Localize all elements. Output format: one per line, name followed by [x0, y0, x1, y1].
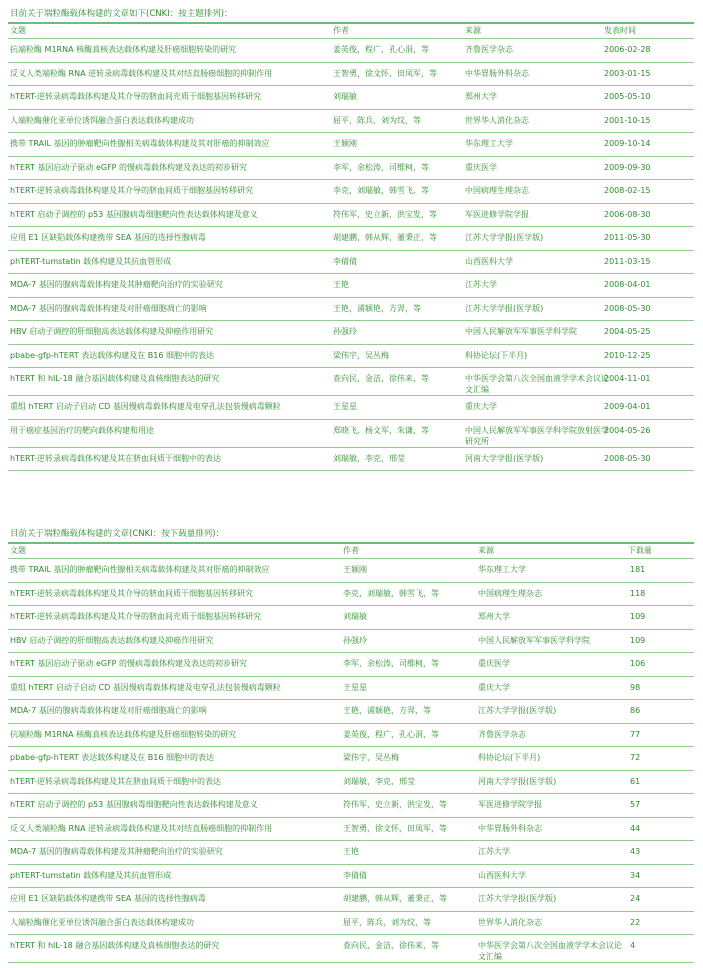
- row-author-cell: 李倩倩: [343, 870, 367, 880]
- row-downloads-cell: 72: [630, 753, 641, 762]
- row-title-cell: [10, 232, 206, 243]
- row-author-cell: 姜英俊，程广，孔心涓，等: [343, 729, 439, 739]
- row-author-cell: 王智勇，徐文怀，田凤军，等: [343, 823, 447, 833]
- row-source-cell: 华东理工大学: [465, 139, 513, 148]
- row-date-cell: 2008-04-01: [604, 280, 651, 289]
- row-source-cell: 中华医学会第八次全国血液学学术会议论文汇编: [465, 374, 609, 394]
- row-title-cell: [10, 115, 194, 126]
- article-title-link[interactable]: pbabe-gfp-hTERT 表达载体构建及在 B16 细胞中的表达: [10, 350, 214, 360]
- row-title-cell: [10, 846, 223, 857]
- row-source-cell: 华东理工大学: [478, 565, 526, 574]
- row-title-cell: [10, 185, 253, 196]
- article-title-link[interactable]: hTERT-逆转录病毒载体构建及其介导的脐血间质干细胞基因转移研究: [10, 186, 254, 195]
- table-row: [8, 447, 694, 472]
- row-title-cell: [10, 917, 194, 928]
- row-source-cell: 重庆医学: [465, 162, 497, 172]
- table-row: [8, 746, 694, 770]
- row-source-cell: 中国人民解放军军事医学科学院放射医学研究所: [465, 425, 609, 446]
- row-downloads-cell: 34: [630, 870, 641, 880]
- table-row: [8, 817, 694, 841]
- row-title-cell: [10, 729, 236, 740]
- row-date-cell: 2008-05-30: [604, 453, 651, 463]
- row-date-cell: 2008-02-15: [604, 186, 651, 195]
- row-author-cell: 胡建鹏，韩从辉，董秉正，等: [333, 233, 437, 242]
- row-title-cell: [10, 162, 247, 173]
- header-author: 作者: [343, 546, 359, 555]
- table-row: [8, 629, 694, 653]
- header-date: 发表时间: [604, 26, 636, 35]
- row-title-cell: [10, 776, 221, 787]
- row-title-cell: [10, 752, 214, 763]
- row-author-cell: 屈平，陈兵，刘为纹，等: [343, 917, 431, 927]
- row-source-cell: 中国人民解放军军事医学科学院: [465, 327, 577, 336]
- row-date-cell: 2010-12-25: [604, 350, 651, 360]
- row-source-cell: 中华医学会第八次全国血液学学术会议论文汇编: [478, 941, 622, 961]
- article-title-link[interactable]: HBV 启动子调控的肝细胞高表达载体构建及抑癌作用研究: [10, 635, 214, 645]
- article-title-link[interactable]: 携带 TRAIL 基因的肿瘤靶向性腺相关病毒载体构建及其对肝癌的抑制效应: [10, 139, 270, 148]
- article-title-link[interactable]: 反义人类端粒酶 RNA 逆转录病毒载体构建及其对结直肠癌细胞的抑制作用: [10, 68, 273, 78]
- table-row: [8, 62, 694, 86]
- row-title-cell: [10, 256, 171, 267]
- row-title-cell: [10, 799, 258, 810]
- header-title: 文题: [10, 26, 26, 35]
- row-source-cell: 军医进修学院学报: [478, 800, 542, 809]
- row-source-cell: 中国病理生理杂志: [478, 588, 542, 598]
- row-downloads-cell: 44: [630, 823, 641, 833]
- table-row: [8, 297, 694, 321]
- row-author-cell: 李倩倩: [333, 256, 357, 266]
- article-title-link[interactable]: 重组 hTERT 启动子启动 CD 基因慢病毒载体构建及电穿孔法包装慢病毒颗粒: [10, 682, 281, 692]
- row-downloads-cell: 77: [630, 729, 641, 739]
- table-row: [8, 840, 694, 864]
- row-source-cell: 重庆大学: [465, 402, 497, 411]
- row-downloads-cell: 109: [630, 612, 646, 621]
- table-by-downloads: [8, 526, 694, 963]
- row-downloads-cell: 86: [630, 706, 641, 715]
- row-source-cell: 科协论坛(下半月): [465, 350, 528, 360]
- table-row: [8, 109, 694, 133]
- section-title-downloads: 目前关于端粒酶载体构建的文章(CNKI：按下载量排列)：: [10, 529, 225, 539]
- row-author-cell: 刘瑞敏，李克，邢莹: [343, 776, 415, 786]
- row-author-cell: 梁伟宇，吴丛梅: [343, 753, 399, 762]
- row-title-cell: [10, 91, 261, 102]
- row-title-cell: [10, 68, 272, 79]
- table-row: [8, 367, 694, 395]
- row-author-cell: 王艳: [343, 847, 359, 856]
- row-title-cell: [10, 44, 236, 55]
- table-row: [8, 344, 694, 368]
- header-source: 来源: [478, 546, 494, 555]
- row-source-cell: 齐鲁医学杂志: [465, 45, 513, 54]
- row-source-cell: 江苏大学学报(医学版): [478, 706, 557, 715]
- row-author-cell: 郑晓飞，杨文军，朱谦，等: [333, 425, 429, 435]
- row-source-cell: 重庆医学: [478, 659, 510, 668]
- article-title-link[interactable]: hTERT 和 hIL-18 融合基因载体构建及真核细胞表达的研究: [10, 374, 220, 383]
- row-source-cell: 世界华人消化杂志: [465, 115, 529, 125]
- row-title-cell: [10, 588, 253, 599]
- row-date-cell: 2004-05-26: [604, 425, 651, 435]
- table-row: [8, 179, 694, 203]
- row-date-cell: 2006-08-30: [604, 209, 651, 219]
- article-title-link[interactable]: 用于癌症基因治疗的靶向载体构建和用途: [10, 425, 154, 435]
- row-source-cell: 郑州大学: [478, 612, 510, 621]
- row-author-cell: 王智勇，徐文怀，田凤军，等: [333, 68, 437, 78]
- table-row: [8, 558, 694, 582]
- article-title-link[interactable]: hTERT-逆转录病毒载体构建及其在脐血间质干细胞中的表达: [10, 453, 222, 463]
- table-row: [8, 699, 694, 723]
- row-title-cell: [10, 611, 261, 622]
- row-author-cell: 李克，刘瑞敏，韩雪飞，等: [343, 588, 439, 598]
- row-downloads-cell: 43: [630, 847, 641, 856]
- row-date-cell: 2011-05-30: [604, 233, 651, 242]
- row-title-cell: [10, 940, 219, 951]
- table-row: [8, 320, 694, 344]
- article-title-link[interactable]: 应用 E1 区缺陷载体构建携带 SEA 基因的选择性腺病毒: [10, 894, 206, 903]
- row-author-cell: 刘瑞敏，李克，邢莹: [333, 453, 405, 463]
- row-title-cell: [10, 279, 223, 290]
- article-title-link[interactable]: 抗端粒酶 M1RNA 核酶真核表达载体构建及肝癌细胞转染的研究: [10, 45, 237, 54]
- article-title-link[interactable]: MDA-7 基因的腺病毒载体构建及其肿瘤靶向治疗的实验研究: [10, 280, 223, 289]
- article-title-link[interactable]: hTERT-逆转录病毒载体构建及其介导的脐血间充质干细胞基因转移研究: [10, 612, 262, 621]
- table-header-row: [8, 544, 694, 558]
- table-row: [8, 85, 694, 109]
- table-row: [8, 770, 694, 794]
- row-title-cell: [10, 870, 171, 881]
- row-source-cell: 中国人民解放军军事医学科学院: [478, 635, 590, 645]
- row-downloads-cell: 118: [630, 588, 646, 598]
- table-row: [8, 887, 694, 911]
- article-title-link[interactable]: 重组 hTERT 启动子启动 CD 基因慢病毒载体构建及电穿孔法包装慢病毒颗粒: [10, 402, 281, 411]
- row-author-cell: 符伟军，史立新，洪宝发，等: [343, 800, 447, 809]
- table-body-downloads: [8, 558, 694, 963]
- row-author-cell: 李军，余松涛，司维柯，等: [333, 162, 429, 172]
- row-downloads-cell: 24: [630, 894, 641, 903]
- table-row: [8, 793, 694, 817]
- row-author-cell: 胡建鹏，韩从辉，董秉正，等: [343, 894, 447, 903]
- row-author-cell: 孙强玲: [333, 327, 357, 336]
- header-source: 来源: [465, 26, 481, 35]
- row-author-cell: 姜英俊，程广，孔心涓，等: [333, 45, 429, 54]
- row-source-cell: 河南大学学报(医学版): [478, 776, 557, 786]
- row-date-cell: 2004-05-25: [604, 327, 651, 336]
- row-source-cell: 军医进修学院学报: [465, 209, 529, 219]
- row-source-cell: 中华胃肠外科杂志: [478, 823, 542, 833]
- row-author-cell: 刘瑞敏: [343, 612, 367, 621]
- table-row: [8, 203, 694, 227]
- table-row: [8, 38, 694, 62]
- row-title-cell: [10, 564, 270, 575]
- article-title-link[interactable]: 携带 TRAIL 基因的肿瘤靶向性腺相关病毒载体构建及其对肝癌的抑制效应: [10, 565, 270, 574]
- article-title-link[interactable]: MDA-7 基因的腺病毒载体构建及对肝癌细胞凋亡的影响: [10, 706, 207, 715]
- row-source-cell: 江苏大学: [465, 280, 497, 289]
- article-title-link[interactable]: HBV 启动子调控的肝细胞高表达载体构建及抑癌作用研究: [10, 327, 214, 336]
- article-title-link[interactable]: 反义人类端粒酶 RNA 逆转录病毒载体构建及其对结直肠癌细胞的抑制作用: [10, 823, 273, 833]
- table-row: [8, 273, 694, 297]
- row-date-cell: 2001-10-15: [604, 115, 651, 125]
- row-title-cell: [10, 373, 219, 384]
- article-title-link[interactable]: hTERT 基因启动子驱动 eGFP 的慢病毒载体构建及表达的初步研究: [10, 659, 248, 668]
- row-title-cell: [10, 635, 213, 646]
- section-title-topic: 目前关于端粒酶载体构建的文章如下(CNKI：按主题排列)：: [10, 9, 233, 19]
- table-row: [8, 395, 694, 419]
- row-author-cell: 屈平，陈兵，刘为纹，等: [333, 115, 421, 125]
- article-title-link[interactable]: phTERT-tumstatin 载体构建及其抗血管形成: [10, 870, 172, 880]
- row-author-cell: 梁伟宇，吴丛梅: [333, 350, 389, 360]
- row-downloads-cell: 61: [630, 776, 641, 786]
- article-title-link[interactable]: hTERT-逆转录病毒载体构建及其介导的脐血间充质干细胞基因转移研究: [10, 92, 262, 101]
- row-title-cell: [10, 303, 207, 314]
- header-author: 作者: [333, 26, 349, 35]
- row-title-cell: [10, 350, 214, 361]
- row-date-cell: 2009-09-30: [604, 162, 651, 172]
- table-row: [8, 419, 694, 447]
- row-title-cell: [10, 453, 221, 464]
- row-source-cell: 齐鲁医学杂志: [478, 729, 526, 739]
- article-title-link[interactable]: hTERT 启动子调控的 p53 基因腺病毒细胞靶向性表达载体构建及意义: [10, 209, 258, 219]
- table-row: [8, 723, 694, 747]
- table-row: [8, 226, 694, 250]
- row-title-cell: [10, 209, 258, 220]
- row-author-cell: 符伟军，史立新，洪宝发，等: [333, 209, 437, 219]
- row-downloads-cell: 109: [630, 635, 646, 645]
- article-title-link[interactable]: hTERT-逆转录病毒载体构建及其介导的脐血间质干细胞基因转移研究: [10, 588, 254, 598]
- row-title-cell: [10, 705, 207, 716]
- row-downloads-cell: 4: [630, 941, 636, 950]
- table-body-topic: [8, 38, 694, 471]
- table-row: [8, 250, 694, 274]
- row-title-cell: [10, 138, 270, 149]
- row-source-cell: 中华胃肠外科杂志: [465, 68, 529, 78]
- row-title-cell: [10, 893, 206, 904]
- row-source-cell: 河南大学学报(医学版): [465, 453, 544, 463]
- row-author-cell: 王星星: [333, 402, 357, 411]
- article-title-link[interactable]: hTERT 基因启动子驱动 eGFP 的慢病毒载体构建及表达的初步研究: [10, 162, 248, 172]
- table-row: [8, 652, 694, 676]
- row-author-cell: 李军，余松涛，司维柯，等: [343, 659, 439, 668]
- row-author-cell: 王艳: [333, 280, 349, 289]
- row-date-cell: 2006-02-28: [604, 45, 651, 54]
- row-downloads-cell: 106: [630, 659, 646, 668]
- row-downloads-cell: 22: [630, 917, 641, 927]
- table-row: [8, 156, 694, 180]
- row-date-cell: 2003-01-15: [604, 68, 651, 78]
- article-title-link[interactable]: phTERT-tumstatin 载体构建及其抗血管形成: [10, 256, 172, 266]
- row-author-cell: 刘瑞敏: [333, 92, 357, 101]
- table-row: [8, 934, 694, 963]
- article-title-link[interactable]: 应用 E1 区缺陷载体构建携带 SEA 基因的选择性腺病毒: [10, 233, 206, 242]
- row-source-cell: 科协论坛(下半月): [478, 753, 541, 762]
- article-title-link[interactable]: MDA-7 基因的腺病毒载体构建及对肝癌细胞凋亡的影响: [10, 303, 207, 313]
- row-downloads-cell: 57: [630, 800, 641, 809]
- row-downloads-cell: 98: [630, 682, 641, 692]
- row-author-cell: 查向民，金洁，徐伟来，等: [333, 374, 429, 383]
- table-row: [8, 676, 694, 700]
- row-date-cell: 2004-11-01: [604, 374, 651, 383]
- article-title-link[interactable]: hTERT 启动子调控的 p53 基因腺病毒细胞靶向性表达载体构建及意义: [10, 800, 258, 809]
- row-source-cell: 江苏大学学报(医学版): [478, 894, 557, 903]
- row-source-cell: 重庆大学: [478, 682, 510, 692]
- row-title-cell: [10, 425, 154, 436]
- row-source-cell: 江苏大学: [478, 847, 510, 856]
- row-date-cell: 2008-05-30: [604, 303, 651, 313]
- row-author-cell: 王颖刚: [333, 139, 357, 148]
- row-date-cell: 2011-03-15: [604, 256, 651, 266]
- row-author-cell: 王艳，浦颖艳，方羿，等: [333, 303, 421, 313]
- row-source-cell: 郑州大学: [465, 92, 497, 101]
- header-title: 文题: [10, 546, 26, 555]
- row-author-cell: 查向民，金洁，徐伟来，等: [343, 941, 439, 950]
- table-row: [8, 911, 694, 935]
- article-title-link[interactable]: pbabe-gfp-hTERT 表达载体构建及在 B16 细胞中的表达: [10, 753, 214, 762]
- row-date-cell: 2005-05-10: [604, 92, 651, 101]
- table-row: [8, 605, 694, 629]
- table-by-topic: [8, 6, 694, 471]
- header-downloads: 下载量: [628, 546, 652, 555]
- article-title-link[interactable]: MDA-7 基因的腺病毒载体构建及其肿瘤靶向治疗的实验研究: [10, 847, 223, 856]
- row-author-cell: 孙强玲: [343, 635, 367, 645]
- row-author-cell: 王星星: [343, 682, 367, 692]
- row-downloads-cell: 181: [630, 565, 646, 574]
- row-source-cell: 世界华人消化杂志: [478, 917, 542, 927]
- row-date-cell: 2009-10-14: [604, 139, 651, 148]
- row-source-cell: 山西医科大学: [465, 256, 513, 266]
- row-source-cell: 中国病理生理杂志: [465, 186, 529, 195]
- row-title-cell: [10, 682, 281, 693]
- row-title-cell: [10, 326, 213, 337]
- article-title-link[interactable]: 人端粒酶催化亚单位诱饵融合蛋白表达载体构建成功: [10, 115, 194, 125]
- row-title-cell: [10, 658, 247, 669]
- table-row: [8, 132, 694, 156]
- article-title-link[interactable]: 人端粒酶催化亚单位诱饵融合蛋白表达载体构建成功: [10, 917, 194, 927]
- row-source-cell: 山西医科大学: [478, 870, 526, 880]
- row-source-cell: 江苏大学学报(医学版): [465, 303, 544, 313]
- table-header-row: [8, 24, 694, 38]
- row-author-cell: 王艳，浦颖艳，方羿，等: [343, 706, 431, 715]
- row-author-cell: 李克，刘瑞敏，韩雪飞，等: [333, 186, 429, 195]
- row-date-cell: 2009-04-01: [604, 402, 651, 411]
- table-row: [8, 864, 694, 888]
- article-title-link[interactable]: 抗端粒酶 M1RNA 核酶真核表达载体构建及肝癌细胞转染的研究: [10, 729, 237, 739]
- row-author-cell: 王颖刚: [343, 565, 367, 574]
- table-row: [8, 582, 694, 606]
- row-source-cell: 江苏大学学报(医学版): [465, 233, 544, 242]
- row-title-cell: [10, 823, 272, 834]
- article-title-link[interactable]: hTERT-逆转录病毒载体构建及其在脐血间质干细胞中的表达: [10, 776, 222, 786]
- row-title-cell: [10, 401, 281, 412]
- article-title-link[interactable]: hTERT 和 hIL-18 融合基因载体构建及真核细胞表达的研究: [10, 941, 220, 950]
